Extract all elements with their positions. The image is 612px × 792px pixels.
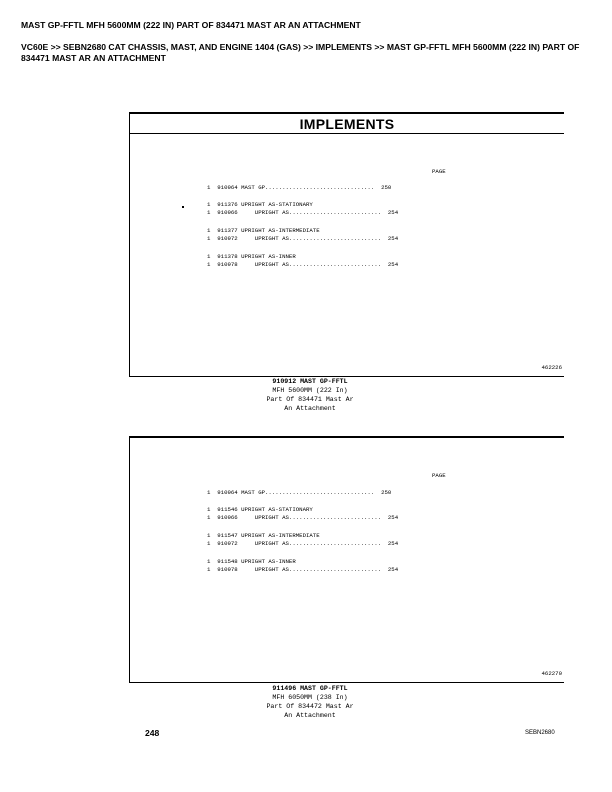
page-number: 248: [145, 728, 160, 738]
parts-row: 1 910972 UPRIGHT AS........................... 254: [207, 235, 399, 242]
page-column-header: PAGE: [432, 472, 446, 479]
caption-line: Part Of 834471 Mast Ar: [266, 396, 354, 403]
figure-number: 462226: [541, 364, 562, 371]
figure-caption-2: [230, 684, 390, 720]
document-code: SEBN2680: [525, 730, 555, 736]
parts-row: 1 911546 UPRIGHT AS-STATIONARY: [207, 506, 313, 513]
parts-row: 1 910966 UPRIGHT AS........................... 254: [207, 514, 399, 521]
parts-row: 1 911548 UPRIGHT AS-INNER: [207, 558, 296, 565]
caption-line: 911496 MAST GP-FFTL: [272, 685, 348, 692]
caption-line: An Attachment: [284, 712, 336, 719]
parts-row: 1 910966 UPRIGHT AS........................... 254: [207, 209, 399, 216]
figure-frame-2: [129, 436, 564, 683]
breadcrumb: VC60E >> SEBN2680 CAT CHASSIS, MAST, AND ENGINE 1404 (GAS) >> IMPLEMENTS >> MAST GP-FFTL MFH 5600MM (222 IN) PART OF 834471 MAST AR AN ATTACHMENT: [21, 42, 580, 63]
parts-row: 1 910972 UPRIGHT AS........................... 254: [207, 540, 399, 547]
caption-line: 910912 MAST GP-FFTL: [272, 378, 348, 385]
figure-frame-1: [129, 112, 564, 377]
page-column-header: PAGE: [432, 168, 446, 175]
caption-line: MFH 5600MM (222 In): [272, 387, 348, 394]
caption-line: MFH 6050MM (238 In): [272, 694, 348, 701]
title-divider: [130, 133, 564, 134]
parts-row: 1 910978 UPRIGHT AS........................... 254: [207, 261, 399, 268]
parts-row: 1 911378 UPRIGHT AS-INNER: [207, 253, 296, 260]
figure-caption-1: [230, 377, 390, 413]
parts-row: 1 911376 UPRIGHT AS-STATIONARY: [207, 201, 313, 208]
section-title: IMPLEMENTS: [299, 116, 395, 132]
parts-row: 1 911547 UPRIGHT AS-INTERMEDIATE: [207, 532, 320, 539]
scan-speck: [182, 206, 184, 208]
parts-row: 1 910964 MAST GP................................ 250: [207, 184, 392, 191]
document-title: MAST GP-FFTL MFH 5600MM (222 IN) PART OF 834471 MAST AR AN ATTACHMENT: [21, 20, 361, 30]
caption-line: Part Of 834472 Mast Ar: [266, 703, 354, 710]
parts-row: 1 911377 UPRIGHT AS-INTERMEDIATE: [207, 227, 320, 234]
parts-row: 1 910964 MAST GP................................ 250: [207, 489, 392, 496]
caption-line: An Attachment: [284, 405, 336, 412]
parts-row: 1 910978 UPRIGHT AS........................... 254: [207, 566, 399, 573]
figure-number: 462270: [541, 670, 562, 677]
